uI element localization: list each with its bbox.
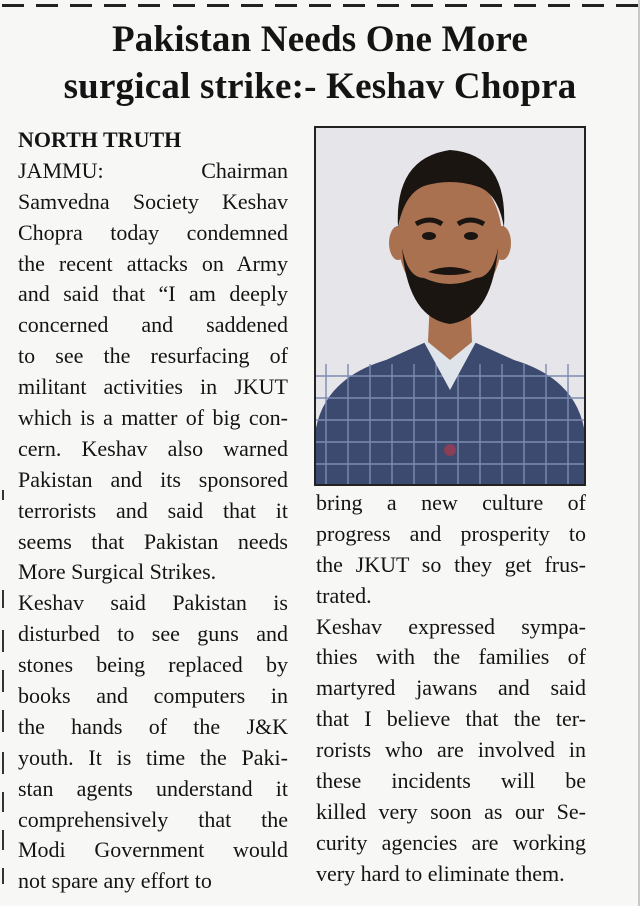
text-line: More Surgical Strikes. bbox=[18, 559, 217, 585]
text-line: to see the resurfacing of bbox=[18, 343, 288, 369]
text-line: progress and prosperity to bbox=[316, 520, 586, 546]
text-line: cern. Keshav also warned bbox=[18, 435, 288, 461]
text-line: disturbed to see guns and bbox=[18, 621, 288, 647]
text-line: these incidents will be bbox=[316, 768, 586, 794]
text-line: Pakistan and its sponsored bbox=[18, 466, 288, 492]
right-column-text bbox=[316, 488, 586, 890]
kicker: NORTH TRUTH bbox=[18, 127, 182, 152]
text-line: Chopra today condemned bbox=[18, 219, 288, 245]
text-line: stan agents understand it bbox=[18, 775, 288, 801]
text-line: books and computers in bbox=[18, 683, 288, 709]
text-line: bring a new culture of bbox=[316, 490, 586, 515]
left-column-text bbox=[18, 156, 288, 897]
text-line: Samvedna Society Keshav bbox=[18, 188, 288, 214]
portrait-image bbox=[316, 128, 584, 484]
text-line: stones being replaced by bbox=[18, 652, 288, 678]
text-line: the hands of the J&K bbox=[18, 713, 288, 739]
text-line: not spare any effort to bbox=[18, 868, 212, 894]
article-right-column bbox=[316, 488, 586, 890]
text-line: thies with the families of bbox=[316, 644, 586, 670]
headline bbox=[0, 16, 640, 110]
headline-line-1: Pakistan Needs One More bbox=[111, 19, 529, 60]
text-line: terrorists and said that it bbox=[18, 497, 288, 523]
text-line: youth. It is time the Paki- bbox=[18, 744, 288, 770]
text-line: militant activities in JKUT bbox=[18, 374, 288, 400]
text-line: the JKUT so they get frus- bbox=[316, 551, 586, 577]
text-line: very hard to eliminate them. bbox=[316, 860, 565, 886]
top-dashed-rule bbox=[0, 0, 640, 14]
text-line: Keshav expressed sympa- bbox=[316, 613, 586, 639]
text-line: rorists who are involved in bbox=[316, 737, 586, 763]
text-line: seems that Pakistan needs bbox=[18, 528, 288, 554]
text-line: killed very soon as our Se- bbox=[316, 798, 586, 824]
text-line: and said that “I am deeply bbox=[18, 281, 288, 307]
text-line: Keshav said Pakistan is bbox=[18, 590, 288, 616]
article-left-column bbox=[18, 125, 288, 897]
text-line: comprehensively that the bbox=[18, 806, 288, 832]
text-line: the recent attacks on Army bbox=[18, 250, 288, 276]
text-line: curity agencies are working bbox=[316, 829, 586, 855]
portrait-photo bbox=[314, 126, 586, 486]
text-line: JAMMU: Chairman bbox=[18, 157, 288, 183]
text-line: martyred jawans and said bbox=[316, 675, 586, 701]
margin-marks bbox=[0, 470, 6, 890]
text-line: Modi Government would bbox=[18, 837, 288, 863]
text-line: trated. bbox=[316, 582, 372, 608]
text-line: that I believe that the ter- bbox=[316, 706, 586, 732]
text-line: which is a matter of big con- bbox=[18, 405, 288, 431]
text-line: concerned and saddened bbox=[18, 312, 288, 338]
headline-line-2: surgical strike:- Keshav Chopra bbox=[63, 66, 577, 107]
